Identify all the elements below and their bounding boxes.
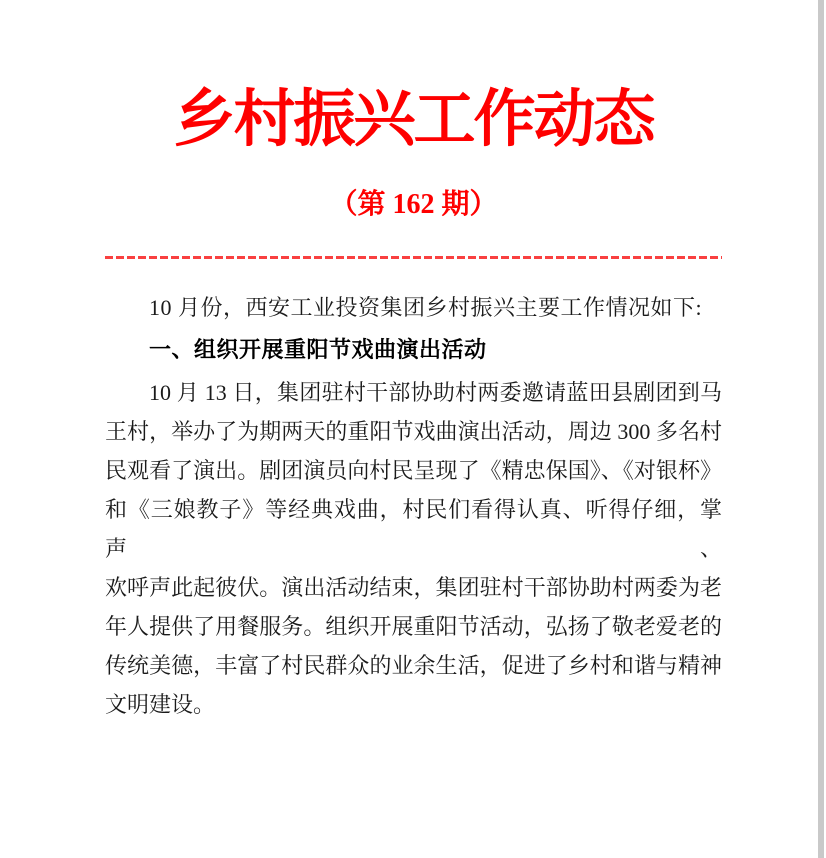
paragraph-line: 年人提供了用餐服务。组织开展重阳节活动，弘扬了敬老爱老的	[105, 614, 722, 639]
paragraph-line: 欢呼声此起彼伏。演出活动结束，集团驻村干部协助村两委为老	[105, 575, 722, 600]
paragraph-line: 和《三娘教子》等经典戏曲，村民们看得认真、听得仔细，掌声、	[105, 497, 722, 561]
red-dashed-divider	[105, 256, 722, 259]
paragraph-line: 传统美德，丰富了村民群众的业余生活，促进了乡村和谐与精神	[105, 653, 722, 678]
document-title: 乡村振兴工作动态	[173, 86, 654, 154]
intro-paragraph: 10 月份，西安工业投资集团乡村振兴主要工作情况如下:	[149, 295, 703, 320]
section-heading: 一、组织开展重阳节戏曲演出活动	[149, 337, 487, 362]
paragraph-line: 文明建设。	[105, 692, 216, 717]
section-paragraph	[105, 373, 722, 724]
paragraph-line: 10 月 13 日，集团驻村干部协助村两委邀请蓝田县剧团到马	[149, 380, 722, 405]
document-content	[105, 84, 722, 724]
issue-number: （第 162 期）	[329, 189, 498, 220]
paragraph-line: 王村，举办了为期两天的重阳节戏曲演出活动，周边 300 多名村	[105, 419, 722, 444]
scrollbar-track[interactable]	[818, 0, 824, 858]
paragraph-line: 民观看了演出。剧团演员向村民呈现了《精忠保国》、《对银杯》	[105, 458, 722, 483]
